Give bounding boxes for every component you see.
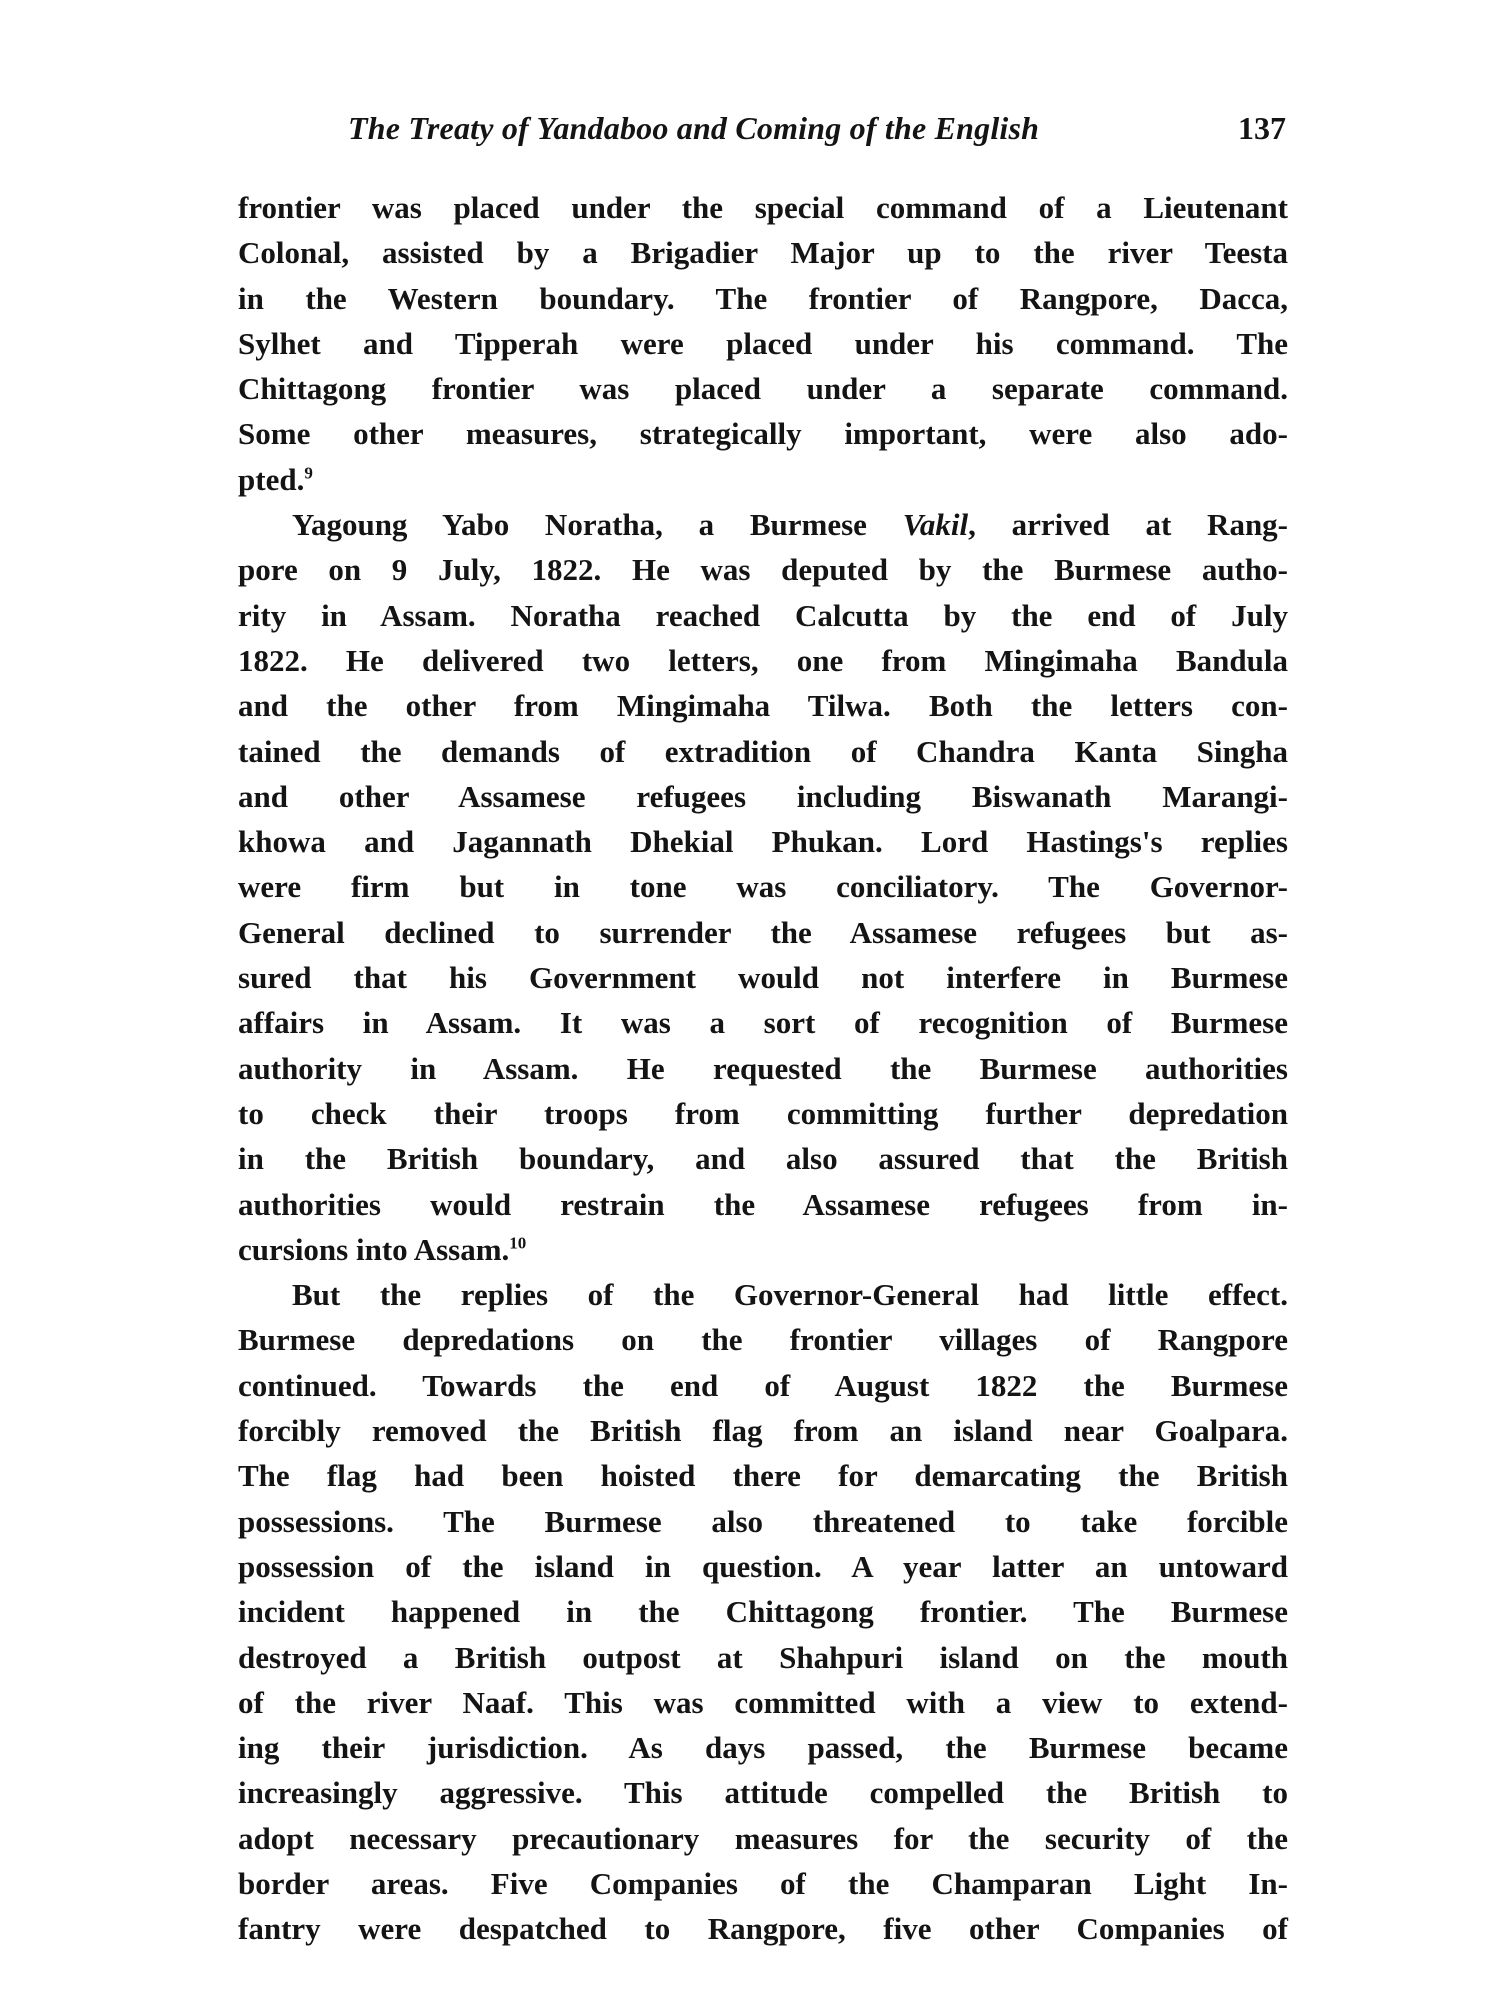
text-line: authority in Assam. He requested the Burmese authorities [238,1050,1288,1086]
text-line: and the other from Mingimaha Tilwa. Both the letters con- [238,688,1288,724]
line-text: pted. [238,461,305,497]
text-line: authorities would restrain the Assamese refugees from in- [238,1186,1288,1222]
text-line: in the Western boundary. The frontier of Rangpore, Dacca, [238,280,1288,316]
text-line: Chittagong frontier was placed under a separate command. [238,371,1288,407]
text-line: pore on 9 July, 1822. He was deputed by the Burmese autho- [238,552,1288,588]
text-line: Sylhet and Tipperah were placed under his command. The [238,325,1288,361]
text-line [238,457,1288,502]
text-line: Burmese depredations on the frontier villages of Rangpore [238,1322,1288,1358]
text-line: possessions. The Burmese also threatened to take forcible [238,1503,1288,1539]
line-text: cursions into Assam. [238,1231,510,1267]
text-line: ing their jurisdiction. As days passed, the Burmese became [238,1730,1288,1766]
paragraph-3 [238,1272,1288,1951]
text-line: 1822. He delivered two letters, one from Mingimaha Bandula [238,642,1288,678]
text-line: affairs in Assam. It was a sort of recognition of Burmese [238,1005,1288,1041]
body-text [238,185,1288,1952]
text-line: adopt necessary precautionary measures for the security of the [238,1820,1288,1856]
text-line: and other Assamese refugees including Biswanath Marangi- [238,778,1288,814]
text-line: sured that his Government would not interfere in Burmese [238,960,1288,996]
running-title: The Treaty of Yandaboo and Coming of the English [348,110,1040,146]
text-line: Colonal, assisted by a Brigadier Major up to the river Teesta [238,235,1288,271]
text-line [238,1227,1288,1272]
text-line: were firm but in tone was conciliatory. The Governor- [238,869,1288,905]
text-line: But the replies of the Governor-General had little effect. [292,1277,1288,1313]
footnote-marker: 9 [304,463,313,483]
paragraph-2 [238,502,1288,1272]
text-line: possession of the island in question. A year latter an untoward [238,1548,1288,1584]
text-line: in the British boundary, and also assured that the British [238,1141,1288,1177]
text-line: of the river Naaf. This was committed with a view to extend- [238,1684,1288,1720]
text-line: Some other measures, strategically important, were also ado- [238,416,1288,452]
text-line [238,502,1288,547]
text-line: tained the demands of extradition of Chandra Kanta Singha [238,733,1288,769]
text-line: khowa and Jagannath Dhekial Phukan. Lord Hastings's replies [238,824,1288,860]
running-head [348,104,1286,152]
text-line: continued. Towards the end of August 1822 the Burmese [238,1367,1288,1403]
text-line: General declined to surrender the Assamese refugees but as- [238,914,1288,950]
text-line: to check their troops from committing further depredation [238,1095,1288,1131]
text-line: border areas. Five Companies of the Champaran Light In- [238,1865,1288,1901]
text-line: fantry were despatched to Rangpore, five other Companies of [238,1911,1288,1947]
paragraph-1 [238,185,1288,502]
text-line: The flag had been hoisted there for demarcating the British [238,1458,1288,1494]
page-number: 137 [1238,110,1286,146]
text-line: frontier was placed under the special command of a Lieutenant [238,190,1288,225]
text-line: forcibly removed the British flag from an island near Goalpara. [238,1413,1288,1449]
line-text: Yagoung Yabo Noratha, a Burmese [292,507,867,543]
text-line: rity in Assam. Noratha reached Calcutta by the end of July [238,597,1288,633]
footnote-marker: 10 [509,1233,527,1253]
line-text: , arrived at Rang- [968,507,1289,543]
text-line: incident happened in the Chittagong frontier. The Burmese [238,1594,1288,1630]
text-line: increasingly aggressive. This attitude compelled the British to [238,1775,1288,1811]
text-line: destroyed a British outpost at Shahpuri island on the mouth [238,1639,1288,1675]
italic-term: Vakil [902,507,969,543]
